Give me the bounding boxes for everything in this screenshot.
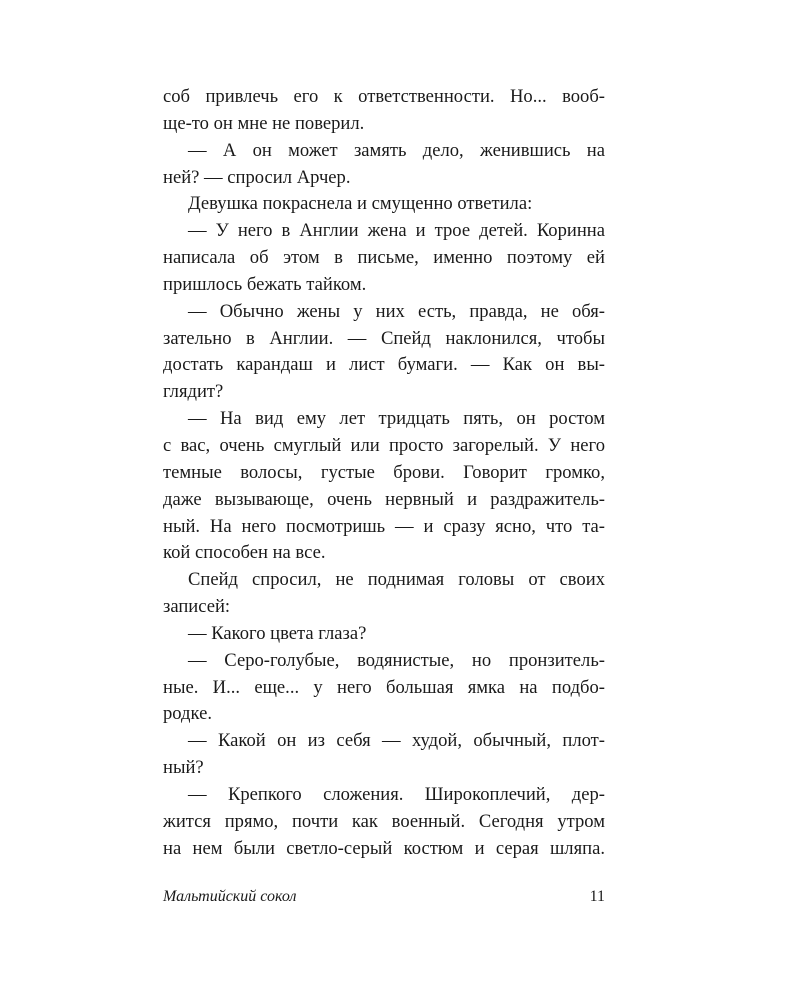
text-line: темные волосы, густые брови. Говорит громко,: [163, 461, 605, 483]
text-line: Спейд спросил, не поднимая головы от своих: [188, 569, 605, 591]
text-line: даже вызывающе, очень нервный и раздражитель-: [163, 488, 605, 510]
text-line: пришлось бежать тайком.: [163, 273, 367, 295]
text-line: ный?: [163, 757, 204, 779]
text-line: — Какой он из себя — худой, обычный, плот-: [188, 730, 605, 752]
text-line: ней? — спросил Арчер.: [163, 166, 351, 188]
text-line: зательно в Англии. — Спейд наклонился, чтобы: [163, 327, 605, 349]
text-line: родке.: [163, 703, 212, 725]
text-line: соб привлечь его к ответственности. Но... вооб-: [163, 86, 605, 107]
running-title: Мальтийский сокол: [163, 888, 297, 905]
text-line: — На вид ему лет тридцать пять, он ростом: [188, 408, 605, 430]
body-text: [163, 84, 605, 862]
text-line: — Обычно жены у них есть, правда, не обя-: [188, 300, 605, 322]
text-line: — Крепкого сложения. Широкоплечий, дер-: [188, 783, 605, 805]
text-line: глядит?: [163, 381, 224, 403]
page-footer: [163, 888, 605, 914]
text-line: кой способен на все.: [163, 542, 326, 564]
text-line: ще-то он мне не поверил.: [163, 112, 365, 134]
page-number: 11: [589, 888, 605, 905]
text-line: — У него в Англии жена и трое детей. Коринна: [188, 220, 605, 242]
text-line: ные. И... еще... у него большая ямка на подбо-: [163, 676, 605, 698]
text-line: Девушка покраснела и смущенно ответила:: [188, 193, 533, 215]
text-line: — Серо-голубые, водянистые, но пронзитель-: [188, 649, 605, 671]
text-line: жится прямо, почти как военный. Сегодня утром: [163, 810, 605, 832]
text-line: записей:: [163, 596, 231, 618]
text-line: достать карандаш и лист бумаги. — Как он вы-: [163, 354, 605, 376]
text-line: — А он может замять дело, женившись на: [188, 139, 605, 161]
text-line: с вас, очень смуглый или просто загорелый. У него: [163, 434, 605, 456]
text-line: ный. На него посмотришь — и сразу ясно, что та-: [163, 515, 605, 537]
text-line: на нем были светло-серый костюм и серая шляпа.: [163, 837, 605, 859]
text-line: — Какого цвета глаза?: [188, 622, 367, 644]
text-line: написала об этом в письме, именно поэтому ей: [163, 247, 605, 269]
